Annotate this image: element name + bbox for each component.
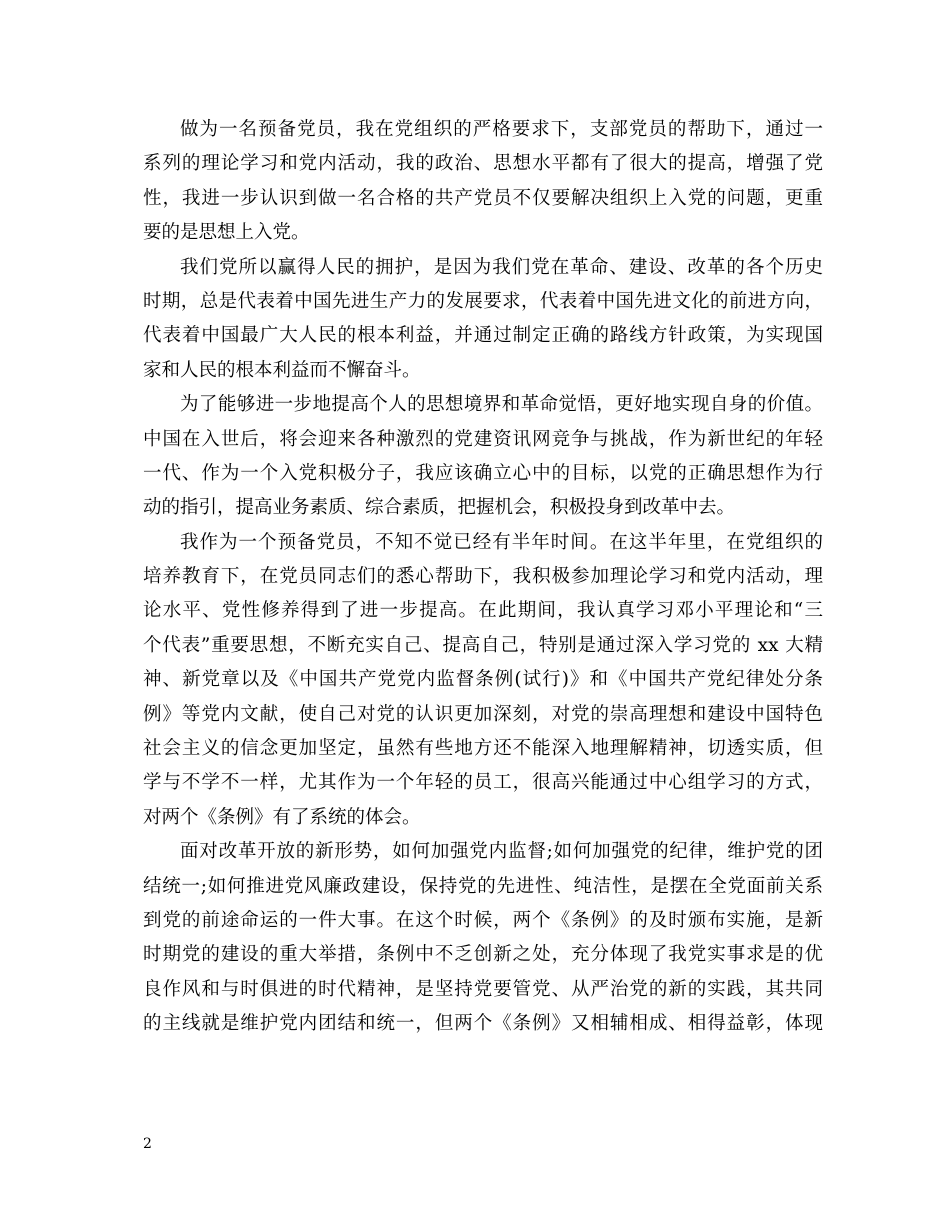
paragraph-line: 代表着中国最广大人民的根本利益，并通过制定正确的路线方针政策，为实现国 — [143, 325, 823, 347]
paragraph-5 — [143, 835, 823, 1041]
paragraph-line: 的主线就是维护党内团结和统一，但两个《条例》又相辅相成、相得益彰，体现 — [143, 1013, 823, 1035]
paragraph-line: 我作为一个预备党员，不知不觉已经有半年时间。在这半年里，在党组织的 — [180, 531, 823, 553]
paragraph-line: 要的是思想上入党。 — [143, 222, 310, 244]
paragraph-line: 例》等党内文献，使自己对党的认识更加深刻，对党的崇高理想和建设中国特色 — [143, 703, 823, 725]
paragraph-line: 神、新党章以及《中国共产党党内监督条例(试行)》和《中国共产党纪律处分条 — [143, 669, 823, 691]
paragraph-line: 时期，总是代表着中国先进生产力的发展要求，代表着中国先进文化的前进方向， — [143, 290, 823, 312]
paragraph-line: 性，我进一步认识到做一名合格的共产党员不仅要解决组织上入党的问题，更重 — [143, 187, 823, 209]
paragraph-line: 培养教育下，在党员同志们的悉心帮助下，我积极参加理论学习和党内活动，理 — [143, 566, 823, 588]
paragraph-line: 动的指引，提高业务素质、综合素质，把握机会，积极投身到改革中去。 — [143, 497, 736, 519]
paragraph-4 — [143, 526, 823, 836]
page-number: 2 — [143, 1136, 152, 1152]
paragraph-line: 个代表”重要思想，不断充实自己、提高自己，特别是通过深入学习党的 xx 大精 — [143, 634, 823, 656]
paragraph-line: 结统一;如何推进党风廉政建设，保持党的先进性、纯洁性，是摆在全党面前关系 — [143, 875, 823, 897]
paragraph-line: 良作风和与时俱进的时代精神，是坚持党要管党、从严治党的新的实践，其共同 — [143, 978, 823, 1000]
paragraph-line: 一代、作为一个入党积极分子，我应该确立心中的目标，以党的正确思想作为行 — [143, 462, 823, 484]
paragraph-line: 时期党的建设的重大举措，条例中不乏创新之处，充分体现了我党实事求是的优 — [143, 944, 823, 966]
paragraph-line: 学与不学不一样，尤其作为一个年轻的员工，很高兴能通过中心组学习的方式， — [143, 772, 823, 794]
paragraph-2 — [143, 251, 823, 389]
paragraph-line: 做为一名预备党员，我在党组织的严格要求下，支部党员的帮助下，通过一 — [180, 119, 823, 140]
paragraph-line: 对两个《条例》有了系统的体会。 — [143, 806, 421, 828]
paragraph-line: 系列的理论学习和党内活动，我的政治、思想水平都有了很大的提高，增强了党 — [143, 153, 823, 175]
paragraph-line: 面对改革开放的新形势，如何加强党内监督;如何加强党的纪律，维护党的团 — [180, 841, 823, 863]
paragraph-line: 论水平、党性修养得到了进一步提高。在此期间，我认真学习邓小平理论和“三 — [143, 600, 823, 622]
paragraph-line: 到党的前途命运的一件大事。在这个时候，两个《条例》的及时颁布实施，是新 — [143, 909, 823, 931]
paragraph-1 — [143, 113, 823, 251]
paragraph-3 — [143, 388, 823, 526]
paragraph-line: 社会主义的信念更加坚定，虽然有些地方还不能深入地理解精神，切透实质，但 — [143, 738, 823, 760]
paragraph-line: 我们党所以赢得人民的拥护，是因为我们党在革命、建设、改革的各个历史 — [180, 256, 823, 278]
paragraph-line: 中国在入世后，将会迎来各种激烈的党建资讯网竞争与挑战，作为新世纪的年轻 — [143, 428, 823, 450]
paragraph-line: 为了能够进一步地提高个人的思想境界和革命觉悟，更好地实现自身的价值。 — [180, 394, 823, 416]
document-body — [143, 113, 823, 1042]
paragraph-line: 家和人民的根本利益而不懈奋斗。 — [143, 359, 421, 381]
